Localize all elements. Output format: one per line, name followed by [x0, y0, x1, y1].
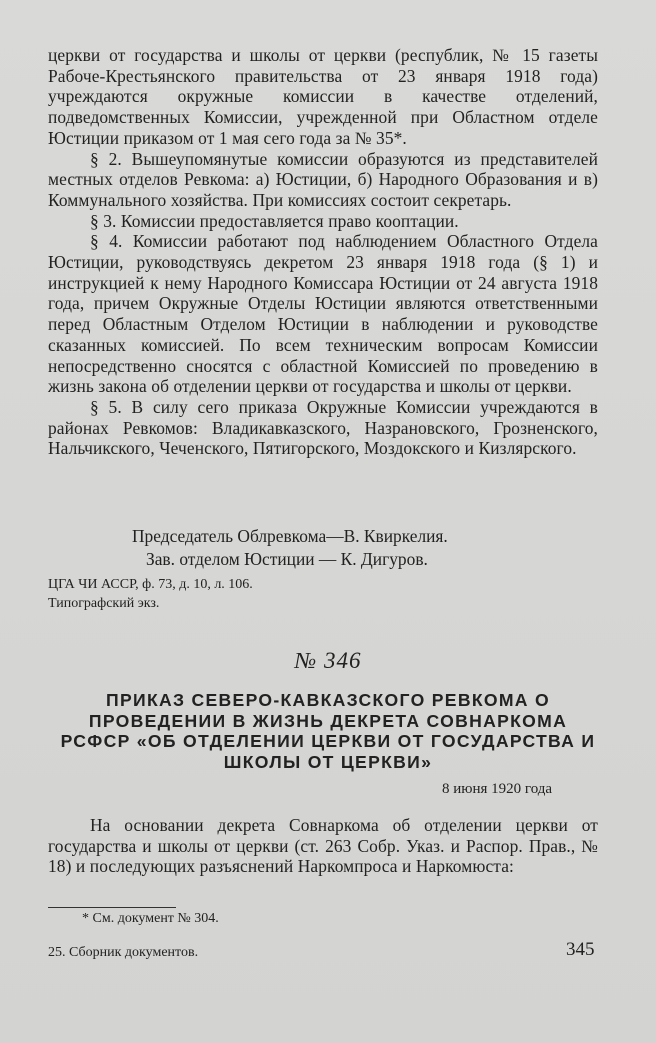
archive-reference: ЦГА ЧИ АССР, ф. 73, д. 10, л. 106. [48, 577, 253, 592]
paragraph-continuation: церкви от государства и школы от церкви (республик, № 15 газеты Рабоче-Крестьянского правительства от 23 января 1918 года) учреждаются окружные комиссии в качестве отделений, подведомственных Комиссии, учрежденной при Областном отделе Юстиции приказом от 1 мая сего года за № 35*. [48, 45, 598, 148]
order-text [48, 815, 598, 877]
paragraph-section-2: § 2. Вышеупомянутые комиссии образуются из представителей местных отделов Ревкома: а) Юстиции, б) Народного Образования и в) Коммунального хозяйства. При комиссиях состоит секретарь. [48, 148, 598, 210]
body-text [48, 45, 598, 459]
paragraph-section-3: § 3. Комиссии предоставляется право кооптации. [90, 210, 459, 231]
footnote: * См. документ № 304. [82, 911, 219, 926]
document-date: 8 июня 1920 года [442, 781, 553, 797]
paragraph-order-basis: На основании декрета Совнаркома об отделении церкви от государства и школы от церкви (ст. 263 Собр. Указ. и Распор. Прав., № 18) и последующих разъяснений Наркомпроса и Наркомюста: [48, 815, 598, 877]
signature-mark: 25. Сборник документов. [48, 945, 199, 960]
signature-chair: Председатель Облревкома—В. Квиркелия. [132, 526, 448, 546]
paragraph-section-4: § 4. Комиссии работают под наблюдением Областного Отдела Юстиции, руководствуясь декретом 23 января 1918 года (§ 1) и инструкцией к нему Народного Комиссара Юстиции от 24 августа 1918 года, причем Окружные Отделы Юстиции являются ответственными перед Областным Отделом Юстиции в наблюдении и руководстве сказанных комиссией. По всем техническим вопросам Комиссии непосредственно сносятся с областной Комиссией по проведению в жизнь закона об отделении церкви от государства и школы от церкви. [48, 231, 598, 397]
copy-type: Типографский экз. [48, 596, 160, 611]
paragraph-section-5: § 5. В силу сего приказа Окружные Комиссии учреждаются в районах Ревкомов: Владикавказского, Назрановского, Грозненского, Нальчикского, Чеченского, Пятигорского, Моздокского и Кизлярского. [48, 396, 598, 459]
document-title: ПРИКАЗ СЕВЕРО-КАВКАЗСКОГО РЕВКОМА О ПРОВЕДЕНИИ В ЖИЗНЬ ДЕКРЕТА СОВНАРКОМА РСФСР «ОБ ОТДЕЛЕНИИ ЦЕРКВИ ОТ ГОСУДАРСТВА И ШКОЛЫ ОТ ЦЕРКВИ» [60, 690, 596, 772]
page-number: 345 [566, 939, 595, 960]
signature-head: Зав. отделом Юстиции — К. Дигуров. [146, 549, 428, 569]
footnote-divider [48, 907, 176, 908]
document-number: № 346 [294, 648, 362, 673]
